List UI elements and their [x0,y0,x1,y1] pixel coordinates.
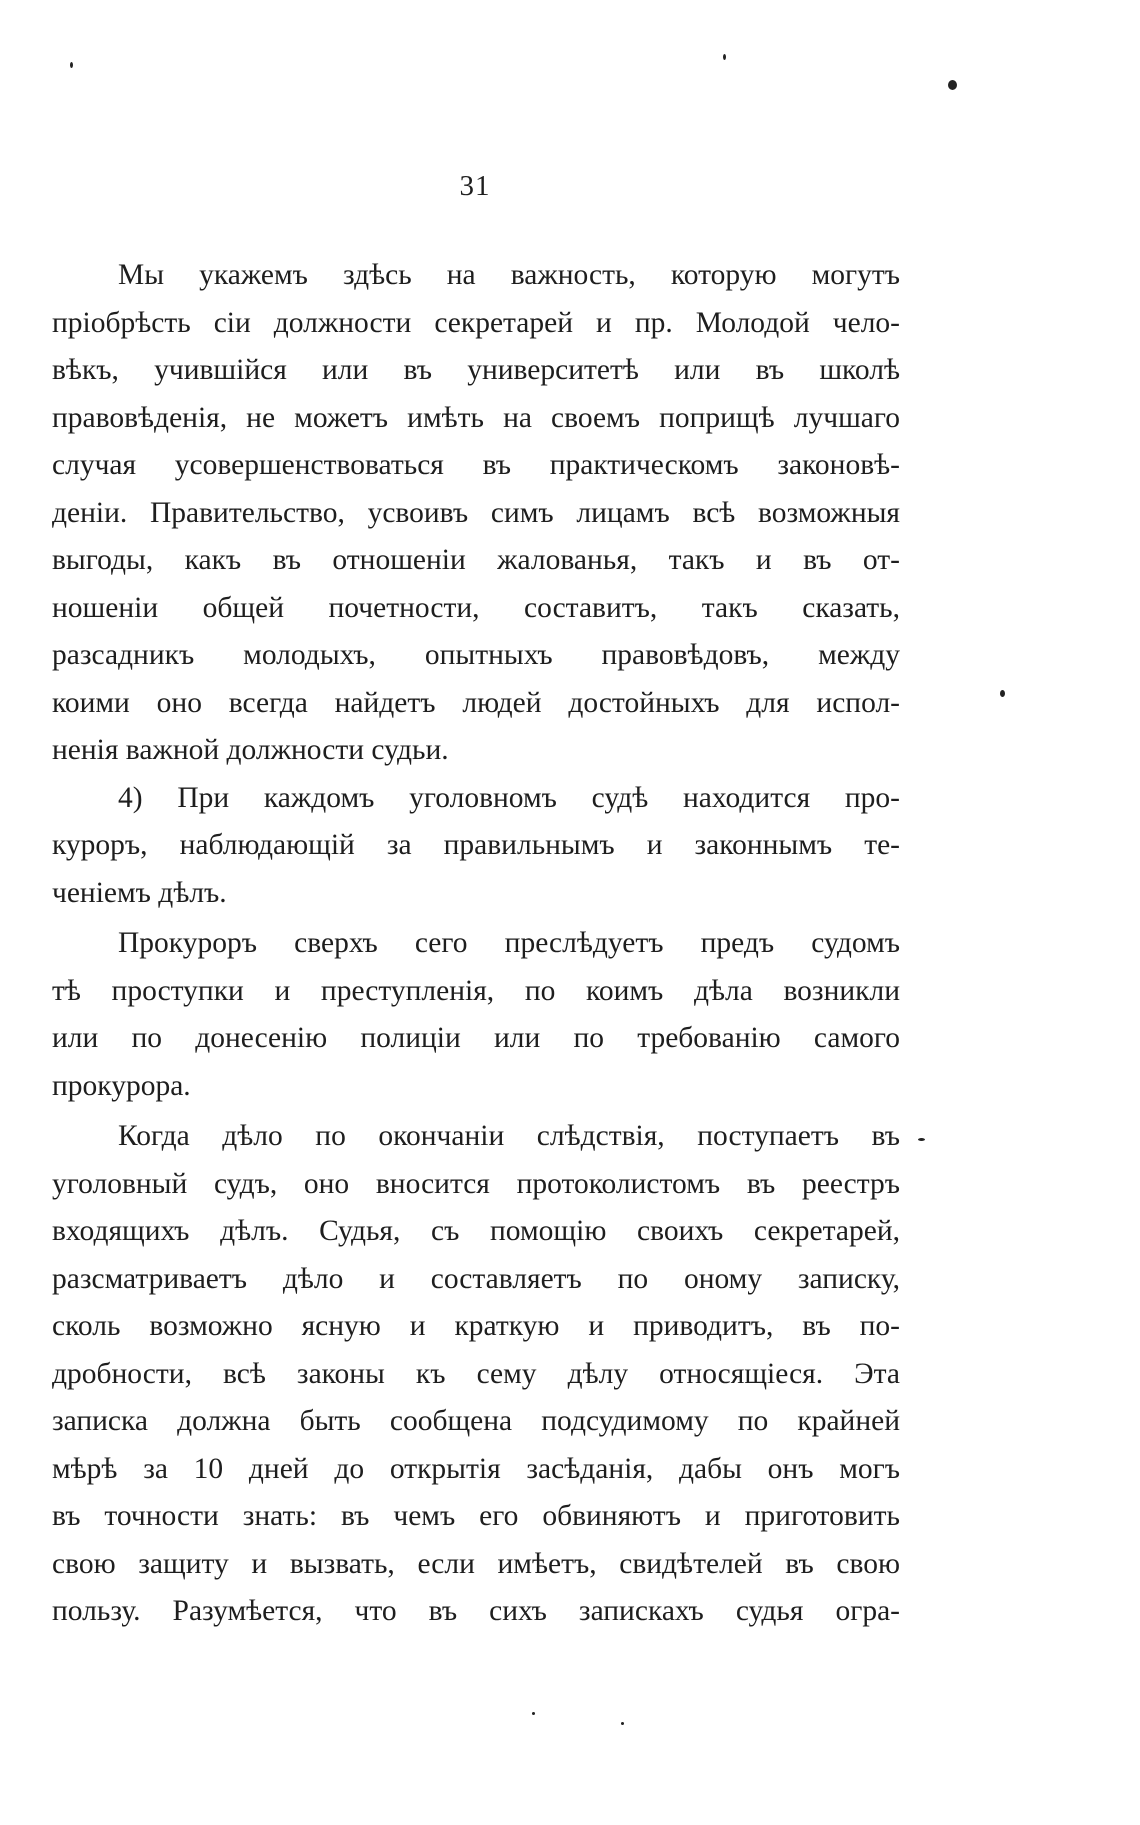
text-line: свою защиту и вызвать, если имѣетъ, свидѣтелей въ свою [52,1547,900,1580]
text-line: пользу. Разумѣется, что въ сихъ запискахъ судья огра- [52,1595,900,1627]
text-line: прокурора. [52,1069,191,1102]
text-line: ченіемъ дѣлъ. [52,876,227,909]
text-line: разсадникъ молодыхъ, опытныхъ правовѣдовъ, между [52,639,900,671]
text-line: уголовный судъ, оно вносится протоколистомъ въ реестръ [52,1167,900,1200]
text-line: случая усовершенствоваться въ практическомъ законовѣ- [52,449,900,481]
scan-speck [948,80,957,90]
scan-speck [70,62,73,68]
text-line: 4) При каждомъ уголовномъ судѣ находится про- [118,781,900,814]
text-line: дробности, всѣ законы къ сему дѣлу относящіеся. Эта [52,1357,900,1390]
text-line: тѣ проступки и преступленія, по коимъ дѣла возникли [52,974,900,1007]
text-line: ношеніи общей почетности, составитъ, такъ сказать, [52,591,900,624]
text-line: или по донесенію полиціи или по требованію самого [52,1022,900,1054]
text-line: куроръ, наблюдающій за правильнымъ и законнымъ те- [52,829,900,861]
scan-speck [723,54,726,60]
scan-speck [918,1138,925,1141]
text-line: деніи. Правительство, усвоивъ симъ лицамъ всѣ возможныя [52,496,900,529]
text-line: мѣрѣ за 10 дней до открытія засѣданія, дабы онъ могъ [52,1452,900,1485]
text-line: коими оно всегда найдетъ людей достойныхъ для испол- [52,686,900,719]
body-text [52,252,900,1636]
text-line: выгоды, какъ въ отношеніи жалованья, такъ и въ от- [52,544,900,576]
text-line: входящихъ дѣлъ. Судья, съ помощію своихъ секретарей, [52,1215,900,1247]
text-line: вѣкъ, учившійся или въ университетѣ или въ школѣ [52,354,900,386]
text-line: сколь возможно ясную и краткую и приводитъ, въ по- [52,1310,900,1342]
scan-speck [621,1722,624,1725]
text-line: записка должна быть сообщена подсудимому по крайней [52,1405,900,1437]
text-line: разсматриваетъ дѣло и составляетъ по оному записку, [52,1262,900,1295]
paragraph-prosecutor [52,775,900,918]
text-line: въ точности знать: въ чемъ его обвиняютъ и приготовить [52,1500,900,1532]
text-line: Прокуроръ сверхъ сего преслѣдуетъ предъ судомъ [118,927,900,959]
text-line: ненія важной должности судьи. [52,734,449,766]
scan-speck [532,1712,535,1715]
paragraph-prosecution-duties [52,920,900,1110]
text-line: Когда дѣло по окончаніи слѣдствія, поступаетъ въ [118,1120,900,1152]
paragraph-court-secretaries [52,252,900,775]
text-line: пріобрѣсть сіи должности секретарей и пр. Молодой чело- [52,306,900,339]
paragraph-case-procedure [52,1113,900,1636]
scan-speck [1000,690,1005,697]
text-line: правовѣденія, не можетъ имѣть на своемъ поприщѣ лучшаго [52,401,900,434]
page-number: 31 [459,170,491,202]
text-line: Мы укажемъ здѣсь на важность, которую могутъ [118,259,900,291]
